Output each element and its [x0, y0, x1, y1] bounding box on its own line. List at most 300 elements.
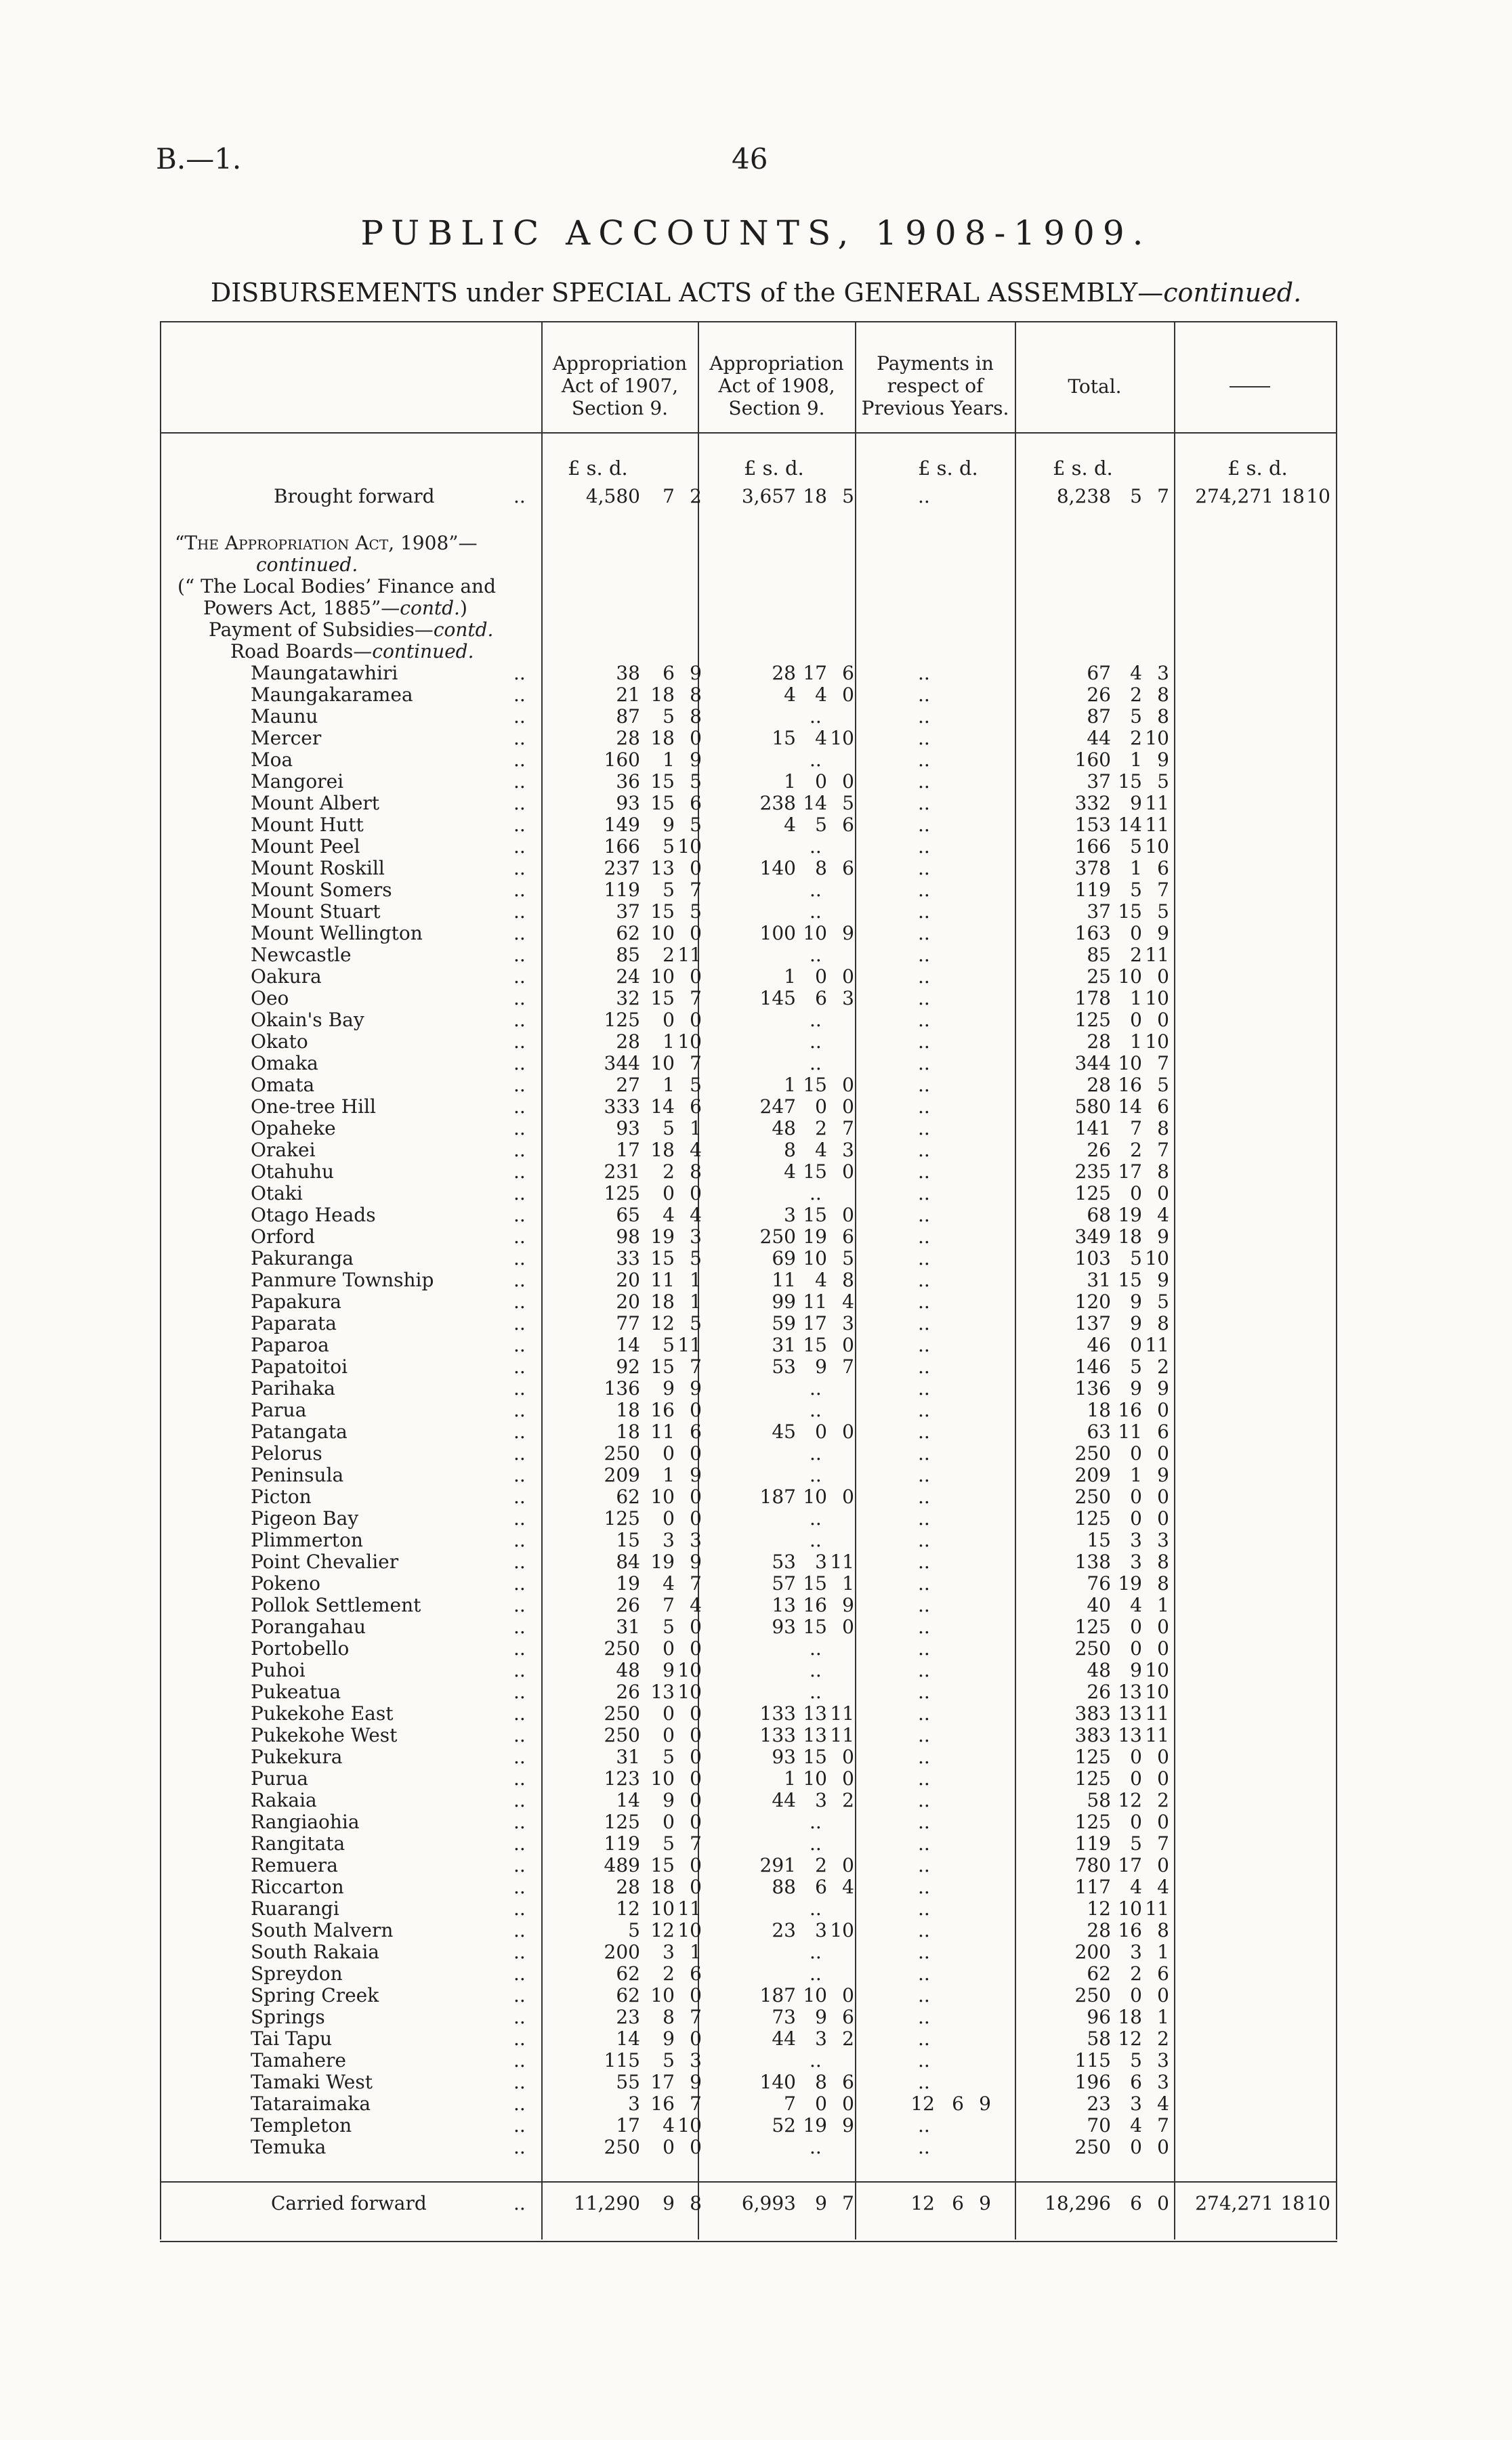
pounds: 32 — [616, 987, 640, 1009]
pounds: 77 — [616, 1312, 640, 1334]
leader-dots: .. — [513, 1464, 526, 1486]
pence: 3 — [1157, 1529, 1169, 1551]
road-board-name: Moa — [251, 749, 293, 771]
pence: 8 — [1157, 1312, 1169, 1334]
pounds: 115 — [1074, 2049, 1111, 2071]
pounds: 67 — [1087, 662, 1111, 684]
pounds: 62 — [616, 1962, 640, 1985]
shillings: 4 — [1130, 2114, 1142, 2137]
pence: 0 — [690, 1637, 702, 1660]
pence: 0 — [690, 1507, 702, 1530]
pounds: 136 — [1074, 1377, 1111, 1400]
pence: 0 — [1157, 1507, 1169, 1530]
pence: 0 — [1157, 1854, 1169, 1876]
leader-dots: .. — [513, 1247, 526, 1269]
amount-previous-empty: .. — [918, 1681, 930, 1703]
pence: 1 — [1157, 1941, 1169, 1963]
leader-dots: .. — [513, 1767, 526, 1790]
header-line: Act of 1907, — [561, 375, 679, 397]
pence: 5 — [842, 1247, 854, 1269]
amount-previous-empty: .. — [918, 2027, 930, 2050]
pounds: 3 — [628, 2092, 640, 2115]
pence: 9 — [690, 1377, 702, 1400]
amount-previous-empty: .. — [918, 2136, 930, 2158]
amount-1908-empty: .. — [810, 1637, 822, 1660]
shillings: 14 — [1118, 1095, 1142, 1118]
shillings: 5 — [1130, 1355, 1142, 1378]
road-board-name: Oeo — [251, 987, 289, 1009]
shillings: 15 — [803, 1572, 827, 1595]
pounds: 187 — [759, 1486, 796, 1508]
leader-dots: .. — [513, 1377, 526, 1400]
pounds: 349 — [1074, 1225, 1111, 1248]
pounds: 196 — [1074, 2071, 1111, 2093]
amount-previous-empty: .. — [918, 792, 930, 814]
shillings: 6 — [1130, 2192, 1142, 2214]
column-header-dash — [1230, 386, 1270, 387]
pounds: 14 — [616, 1334, 640, 1356]
shillings: 19 — [650, 1225, 675, 1248]
shillings: 3 — [815, 2027, 827, 2050]
pence: 2 — [1157, 1355, 1169, 1378]
road-board-name: Porangahau — [251, 1616, 366, 1638]
shillings: 9 — [815, 1355, 827, 1378]
pounds: 28 — [772, 662, 796, 684]
table-row — [0, 1226, 1512, 1248]
shillings: 3 — [815, 1551, 827, 1573]
amount-1908-empty: .. — [810, 705, 822, 728]
payment-heading — [209, 619, 493, 641]
pounds: 117 — [1074, 1876, 1111, 1898]
road-board-name: Pigeon Bay — [251, 1507, 359, 1530]
shillings: 15 — [650, 987, 675, 1009]
pence: 10 — [1145, 835, 1169, 858]
leader-dots: .. — [513, 1984, 526, 2006]
pounds: 20 — [616, 1290, 640, 1313]
pounds: 250 — [1074, 1486, 1111, 1508]
road-board-name: Picton — [251, 1486, 312, 1508]
road-board-name: Rangitata — [251, 1832, 345, 1855]
pence: 7 — [1157, 1832, 1169, 1855]
pounds: 18,296 — [1045, 2192, 1111, 2214]
pounds: 12 — [1087, 1897, 1111, 1920]
shillings: 0 — [815, 770, 827, 793]
leader-dots: .. — [513, 792, 526, 814]
shillings: 0 — [1130, 922, 1142, 944]
road-board-name: Pokeno — [251, 1572, 320, 1595]
pounds: 200 — [604, 1941, 640, 1963]
pence: 5 — [1157, 900, 1169, 923]
pence: 5 — [690, 1312, 702, 1334]
shillings: 0 — [663, 1009, 675, 1031]
shillings: 9 — [663, 1659, 675, 1681]
leader-dots: .. — [513, 1551, 526, 1573]
pence: 0 — [1157, 1746, 1169, 1768]
act-title — [175, 532, 478, 554]
road-board-name: Mercer — [251, 727, 322, 749]
pounds: 23 — [772, 1919, 796, 1941]
shillings: 8 — [815, 2071, 827, 2093]
pence: 7 — [690, 987, 702, 1009]
shillings: 18 — [650, 1290, 675, 1313]
shillings: 3 — [1130, 1551, 1142, 1573]
pounds: 27 — [616, 1074, 640, 1096]
table-row — [0, 1356, 1512, 1378]
shillings: 0 — [815, 965, 827, 988]
shillings: 5 — [663, 705, 675, 728]
road-board-name: Mount Roskill — [251, 857, 385, 879]
pence: 4 — [842, 1876, 854, 1898]
pence: 3 — [690, 1225, 702, 1248]
pence: 5 — [842, 485, 854, 507]
pence: 0 — [1157, 965, 1169, 988]
pounds: 344 — [604, 1052, 640, 1074]
pounds: 3 — [784, 1204, 796, 1226]
amount-previous-empty: .. — [918, 1052, 930, 1074]
pence: 10 — [1306, 2192, 1330, 2214]
pounds: 68 — [1087, 1204, 1111, 1226]
continued-label: continued. — [256, 553, 358, 576]
amount-previous-empty: .. — [918, 835, 930, 858]
pounds: 250 — [604, 1724, 640, 1746]
shillings: 1 — [663, 1464, 675, 1486]
amount-previous-empty: .. — [918, 879, 930, 901]
shillings: 13 — [1118, 1702, 1142, 1725]
pounds: 28 — [1087, 1919, 1111, 1941]
road-board-name: Purua — [251, 1767, 308, 1790]
pence: 7 — [1157, 1052, 1169, 1074]
header-line: Payments in — [877, 352, 994, 375]
amount-previous-empty: .. — [918, 1811, 930, 1833]
road-board-name: Pukekura — [251, 1746, 343, 1768]
pounds: 235 — [1074, 1160, 1111, 1183]
shillings: 9 — [1130, 1659, 1142, 1681]
leader-dots: .. — [513, 835, 526, 858]
sub-act-text: Powers Act, 1885”— — [203, 597, 400, 619]
leader-dots: .. — [513, 879, 526, 901]
road-board-name: Otahuhu — [251, 1160, 335, 1183]
pence: 0 — [690, 727, 702, 749]
amount-previous-empty: .. — [918, 1854, 930, 1876]
shillings: 5 — [663, 1746, 675, 1768]
amount-1908-empty: .. — [810, 879, 822, 901]
leader-dots: .. — [513, 987, 526, 1009]
pounds: 166 — [1074, 835, 1111, 858]
table-row — [0, 1074, 1512, 1096]
amount-1908-empty: .. — [810, 900, 822, 923]
pence: 0 — [1157, 2136, 1169, 2158]
road-boards-text: Road Boards— — [230, 640, 373, 662]
leader-dots: .. — [513, 2049, 526, 2071]
road-board-name: Patangata — [251, 1421, 348, 1443]
table-row — [0, 1269, 1512, 1291]
amount-previous-empty: .. — [918, 900, 930, 923]
table-row — [0, 771, 1512, 793]
pounds: 160 — [1074, 749, 1111, 771]
amount-previous-empty: .. — [918, 1182, 930, 1204]
shillings: 16 — [1118, 1399, 1142, 1421]
pence: 11 — [677, 1334, 702, 1356]
road-board-name: Tamaki West — [251, 2071, 373, 2093]
road-board-name: Peninsula — [251, 1464, 344, 1486]
road-board-name: Papakura — [251, 1290, 341, 1313]
shillings: 6 — [815, 987, 827, 1009]
pounds: 93 — [772, 1746, 796, 1768]
pounds: 4 — [784, 683, 796, 706]
road-board-name: Mount Peel — [251, 835, 360, 858]
pence: 10 — [677, 1919, 702, 1941]
table-row — [0, 1009, 1512, 1031]
pounds: 59 — [772, 1312, 796, 1334]
pence: 5 — [842, 792, 854, 814]
amount-previous-empty: .. — [918, 965, 930, 988]
shillings: 9 — [815, 2006, 827, 2028]
pence: 10 — [677, 835, 702, 858]
table-row — [0, 1508, 1512, 1530]
pounds: 88 — [772, 1876, 796, 1898]
pence: 0 — [1157, 1767, 1169, 1790]
leader-dots: .. — [513, 1637, 526, 1660]
pence: 9 — [842, 1594, 854, 1616]
pence: 3 — [1157, 662, 1169, 684]
amount-1908-empty: .. — [810, 749, 822, 771]
table-row — [0, 793, 1512, 814]
table-row — [0, 684, 1512, 706]
shillings: 10 — [1118, 1897, 1142, 1920]
pounds: 247 — [759, 1095, 796, 1118]
shillings: 18 — [650, 727, 675, 749]
pounds: 250 — [1074, 2136, 1111, 2158]
shillings: 1 — [663, 1030, 675, 1053]
road-board-name: Pelorus — [251, 1442, 322, 1465]
leader-dots: .. — [513, 1854, 526, 1876]
leader-dots: .. — [513, 1876, 526, 1898]
pence: 11 — [830, 1724, 854, 1746]
amount-previous-empty: .. — [918, 1290, 930, 1313]
shillings: 10 — [1118, 1052, 1142, 1074]
table-row — [0, 944, 1512, 966]
pounds: 73 — [772, 2006, 796, 2028]
pence: 0 — [690, 1442, 702, 1465]
amount-1908-empty: .. — [810, 944, 822, 966]
amount-1908-empty: .. — [810, 1897, 822, 1920]
shillings: 16 — [650, 1399, 675, 1421]
road-board-name: Mangorei — [251, 770, 344, 793]
pounds: 250 — [759, 1225, 796, 1248]
pounds: 17 — [616, 2114, 640, 2137]
leader-dots: .. — [513, 1962, 526, 1985]
pounds: 146 — [1074, 1355, 1111, 1378]
pence: 11 — [1145, 1724, 1169, 1746]
header-line: Appropriation — [552, 352, 688, 375]
shillings: 0 — [663, 1724, 675, 1746]
pounds: 4,580 — [585, 485, 640, 507]
road-boards-heading — [230, 641, 474, 662]
pence: 0 — [690, 1811, 702, 1833]
sub-act-title-line2 — [203, 597, 467, 619]
shillings: 2 — [663, 1962, 675, 1985]
table-row — [0, 1660, 1512, 1681]
pence: 10 — [1145, 1659, 1169, 1681]
pounds: 17 — [616, 1139, 640, 1161]
pence: 7 — [690, 2006, 702, 2028]
shillings: 10 — [803, 1767, 827, 1790]
pounds: 96 — [1087, 2006, 1111, 2028]
pence: 7 — [1157, 485, 1169, 507]
pounds: 3,657 — [741, 485, 796, 507]
shillings: 16 — [803, 1594, 827, 1616]
amount-1908-empty: .. — [810, 1832, 822, 1855]
pounds: 4 — [784, 1160, 796, 1183]
table-subtitle — [0, 278, 1512, 308]
shillings: 5 — [663, 835, 675, 858]
pounds: 28 — [616, 1030, 640, 1053]
shillings: 3 — [815, 1919, 827, 1941]
pence: 0 — [842, 770, 854, 793]
leader-dots: .. — [513, 900, 526, 923]
pounds: 21 — [616, 683, 640, 706]
shillings: 0 — [1130, 1334, 1142, 1356]
shillings: 0 — [1130, 2136, 1142, 2158]
shillings: 5 — [815, 814, 827, 836]
pence: 6 — [842, 2006, 854, 2028]
pounds: 48 — [616, 1659, 640, 1681]
pounds: 8 — [784, 1139, 796, 1161]
pence: 0 — [842, 965, 854, 988]
table-row — [0, 2006, 1512, 2028]
pounds: 12 — [616, 1897, 640, 1920]
pence: 9 — [1157, 1269, 1169, 1291]
shillings: 1 — [1130, 987, 1142, 1009]
pence: 0 — [842, 1984, 854, 2006]
pounds: 76 — [1087, 1572, 1111, 1595]
pence: 11 — [677, 944, 702, 966]
pence: 8 — [1157, 1572, 1169, 1595]
shillings: 3 — [663, 1941, 675, 1963]
pence: 10 — [677, 2114, 702, 2137]
pence: 11 — [1145, 792, 1169, 814]
pence: 5 — [690, 1247, 702, 1269]
pounds: 125 — [1074, 1182, 1111, 1204]
shillings: 15 — [650, 1247, 675, 1269]
road-board-name: Pukeatua — [251, 1681, 341, 1703]
shillings: 16 — [1118, 1074, 1142, 1096]
pence: 0 — [842, 2092, 854, 2115]
amount-previous-empty: .. — [918, 2006, 930, 2028]
leader-dots: .. — [513, 749, 526, 771]
amount-previous-empty: .. — [918, 1876, 930, 1898]
table-row — [0, 1746, 1512, 1768]
road-board-name: Mount Stuart — [251, 900, 381, 923]
shillings: 13 — [1118, 1724, 1142, 1746]
pounds: 87 — [616, 705, 640, 728]
shillings: 3 — [1130, 2092, 1142, 2115]
pounds: 33 — [616, 1247, 640, 1269]
pounds: 63 — [1087, 1421, 1111, 1443]
shillings: 17 — [650, 2071, 675, 2093]
shillings: 11 — [803, 1290, 827, 1313]
pounds: 52 — [772, 2114, 796, 2137]
amount-previous-empty: .. — [918, 749, 930, 771]
pounds: 31 — [772, 1334, 796, 1356]
table-row — [0, 1616, 1512, 1638]
amount-previous-empty: .. — [918, 1746, 930, 1768]
pounds: 18 — [616, 1399, 640, 1421]
shillings: 4 — [815, 683, 827, 706]
road-board-name: Temuka — [251, 2136, 327, 2158]
pence: 11 — [830, 1702, 854, 1725]
pence: 5 — [1157, 1290, 1169, 1313]
shillings: 4 — [815, 1269, 827, 1291]
shillings: 15 — [1118, 770, 1142, 793]
pence: 3 — [690, 2049, 702, 2071]
currency-label: £ s. d. — [744, 457, 804, 480]
pounds: 11 — [772, 1269, 796, 1291]
pounds: 18 — [1087, 1399, 1111, 1421]
pence: 1 — [1157, 2006, 1169, 2028]
shillings: 10 — [650, 1984, 675, 2006]
shillings: 10 — [650, 1486, 675, 1508]
contd-label: contd. — [400, 597, 460, 619]
pounds: 87 — [1087, 705, 1111, 728]
shillings: 4 — [815, 1139, 827, 1161]
amount-previous-empty: .. — [918, 727, 930, 749]
pence: 9 — [1157, 1377, 1169, 1400]
shillings: 10 — [803, 1247, 827, 1269]
shillings: 19 — [803, 1225, 827, 1248]
contd-label: contd. — [433, 618, 494, 641]
pounds: 119 — [604, 1832, 640, 1855]
pounds: 332 — [1074, 792, 1111, 814]
pounds: 65 — [616, 1204, 640, 1226]
table-row — [0, 1204, 1512, 1226]
shillings: 15 — [650, 900, 675, 923]
amount-1908-empty: .. — [810, 1941, 822, 1963]
shillings: 10 — [650, 1767, 675, 1790]
shillings: 2 — [1130, 1139, 1142, 1161]
amount-1908-empty: .. — [810, 1681, 822, 1703]
pence: 1 — [1157, 1594, 1169, 1616]
pounds: 125 — [604, 1182, 640, 1204]
table-row — [0, 706, 1512, 728]
pounds: 5 — [628, 1919, 640, 1941]
shillings: 0 — [663, 2136, 675, 2158]
shillings: 11 — [1118, 1421, 1142, 1443]
pounds: 383 — [1074, 1702, 1111, 1725]
road-board-name: Panmure Township — [251, 1269, 434, 1291]
road-board-name: Tai Tapu — [251, 2027, 333, 2050]
shillings: 0 — [1130, 1616, 1142, 1638]
table-row — [0, 2137, 1512, 2158]
road-board-name: South Malvern — [251, 1919, 394, 1941]
road-board-name: Omaka — [251, 1052, 318, 1074]
shillings: 2 — [1130, 1962, 1142, 1985]
continued-label: continued. — [372, 640, 474, 662]
pence: 0 — [842, 1334, 854, 1356]
pounds: 55 — [616, 2071, 640, 2093]
amount-previous-empty: .. — [918, 814, 930, 836]
total-rule — [160, 2181, 1337, 2183]
shillings: 11 — [650, 1269, 675, 1291]
pounds: 26 — [1087, 683, 1111, 706]
pence: 2 — [1157, 1789, 1169, 1811]
pence: 6 — [842, 662, 854, 684]
pounds: 25 — [1087, 965, 1111, 988]
amount-previous-empty: .. — [918, 1724, 930, 1746]
pence: 0 — [690, 1009, 702, 1031]
table-row — [0, 2115, 1512, 2137]
pounds: 136 — [604, 1377, 640, 1400]
